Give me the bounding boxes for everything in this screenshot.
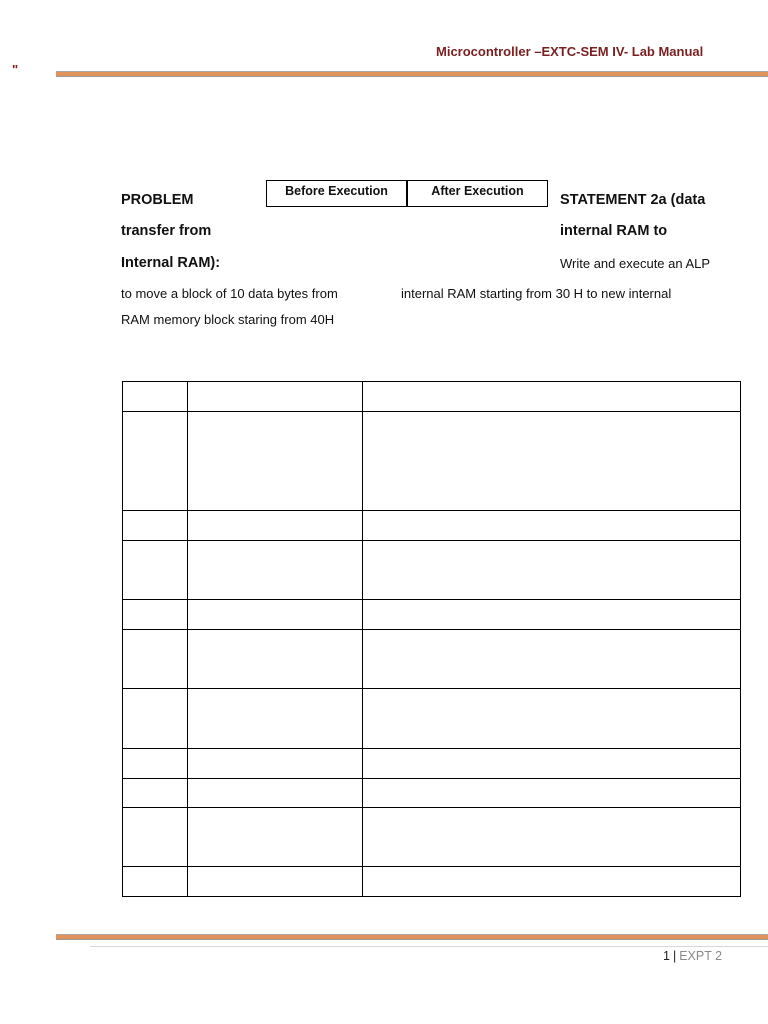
table-cell	[188, 689, 363, 749]
header-title: Microcontroller –EXTC-SEM IV- Lab Manual	[436, 44, 704, 59]
table-cell	[363, 749, 741, 779]
table-cell	[123, 749, 188, 779]
table-cell	[363, 511, 741, 541]
after-execution-label: After Execution	[431, 184, 524, 198]
table-row	[123, 630, 741, 689]
table-cell	[188, 600, 363, 630]
table-cell	[363, 630, 741, 689]
table-cell	[123, 600, 188, 630]
table-cell	[188, 511, 363, 541]
problem-right-line2: internal RAM to	[560, 223, 668, 239]
problem-left-line2: transfer from	[121, 223, 212, 239]
table-cell	[188, 412, 363, 511]
table-cell	[363, 382, 741, 412]
table-cell	[363, 779, 741, 808]
page-number-separator: |	[672, 949, 677, 963]
table-cell	[188, 867, 363, 897]
table-cell	[188, 779, 363, 808]
header-rule	[56, 71, 768, 77]
table-row	[123, 689, 741, 749]
table-row	[123, 600, 741, 630]
table-cell	[363, 412, 741, 511]
table-cell	[123, 541, 188, 600]
table-cell	[363, 867, 741, 897]
problem-right-line1: STATEMENT 2a (data	[560, 192, 706, 208]
table-cell	[188, 382, 363, 412]
table-row	[123, 382, 741, 412]
table-row	[123, 867, 741, 897]
table-cell	[188, 630, 363, 689]
table-row	[123, 541, 741, 600]
table-cell	[363, 541, 741, 600]
table-row	[123, 808, 741, 867]
table-cell	[123, 630, 188, 689]
table-cell	[123, 867, 188, 897]
problem-right-line3: Write and execute an ALP	[560, 256, 711, 271]
table-cell	[123, 382, 188, 412]
stray-quote-mark: "	[12, 62, 19, 77]
program-table	[122, 381, 741, 897]
table-cell	[188, 749, 363, 779]
before-execution-label: Before Execution	[267, 181, 408, 206]
problem-left-line3: Internal RAM):	[121, 255, 221, 271]
table-cell	[363, 600, 741, 630]
page-number	[663, 949, 722, 963]
table-cell	[188, 541, 363, 600]
page-number-value: 1	[663, 949, 670, 963]
table-cell	[188, 808, 363, 867]
execution-box	[266, 180, 548, 207]
footer-rule	[56, 934, 768, 940]
problem-body-line2: RAM memory block staring from 40H	[121, 312, 335, 327]
table-cell	[123, 511, 188, 541]
footer-divider	[90, 946, 768, 947]
table-row	[123, 779, 741, 808]
problem-left-line1: PROBLEM	[121, 192, 194, 208]
experiment-label: EXPT 2	[679, 949, 723, 963]
table-row	[123, 412, 741, 511]
table-cell	[123, 412, 188, 511]
table-cell	[123, 779, 188, 808]
problem-body-line1-part1: to move a block of 10 data bytes from	[121, 286, 338, 301]
table-cell	[363, 689, 741, 749]
table-cell	[123, 689, 188, 749]
table-cell	[123, 808, 188, 867]
problem-body-line1-part2: internal RAM starting from 30 H to new internal	[401, 286, 672, 301]
table-row	[123, 511, 741, 541]
table-cell	[363, 808, 741, 867]
table-row	[123, 749, 741, 779]
